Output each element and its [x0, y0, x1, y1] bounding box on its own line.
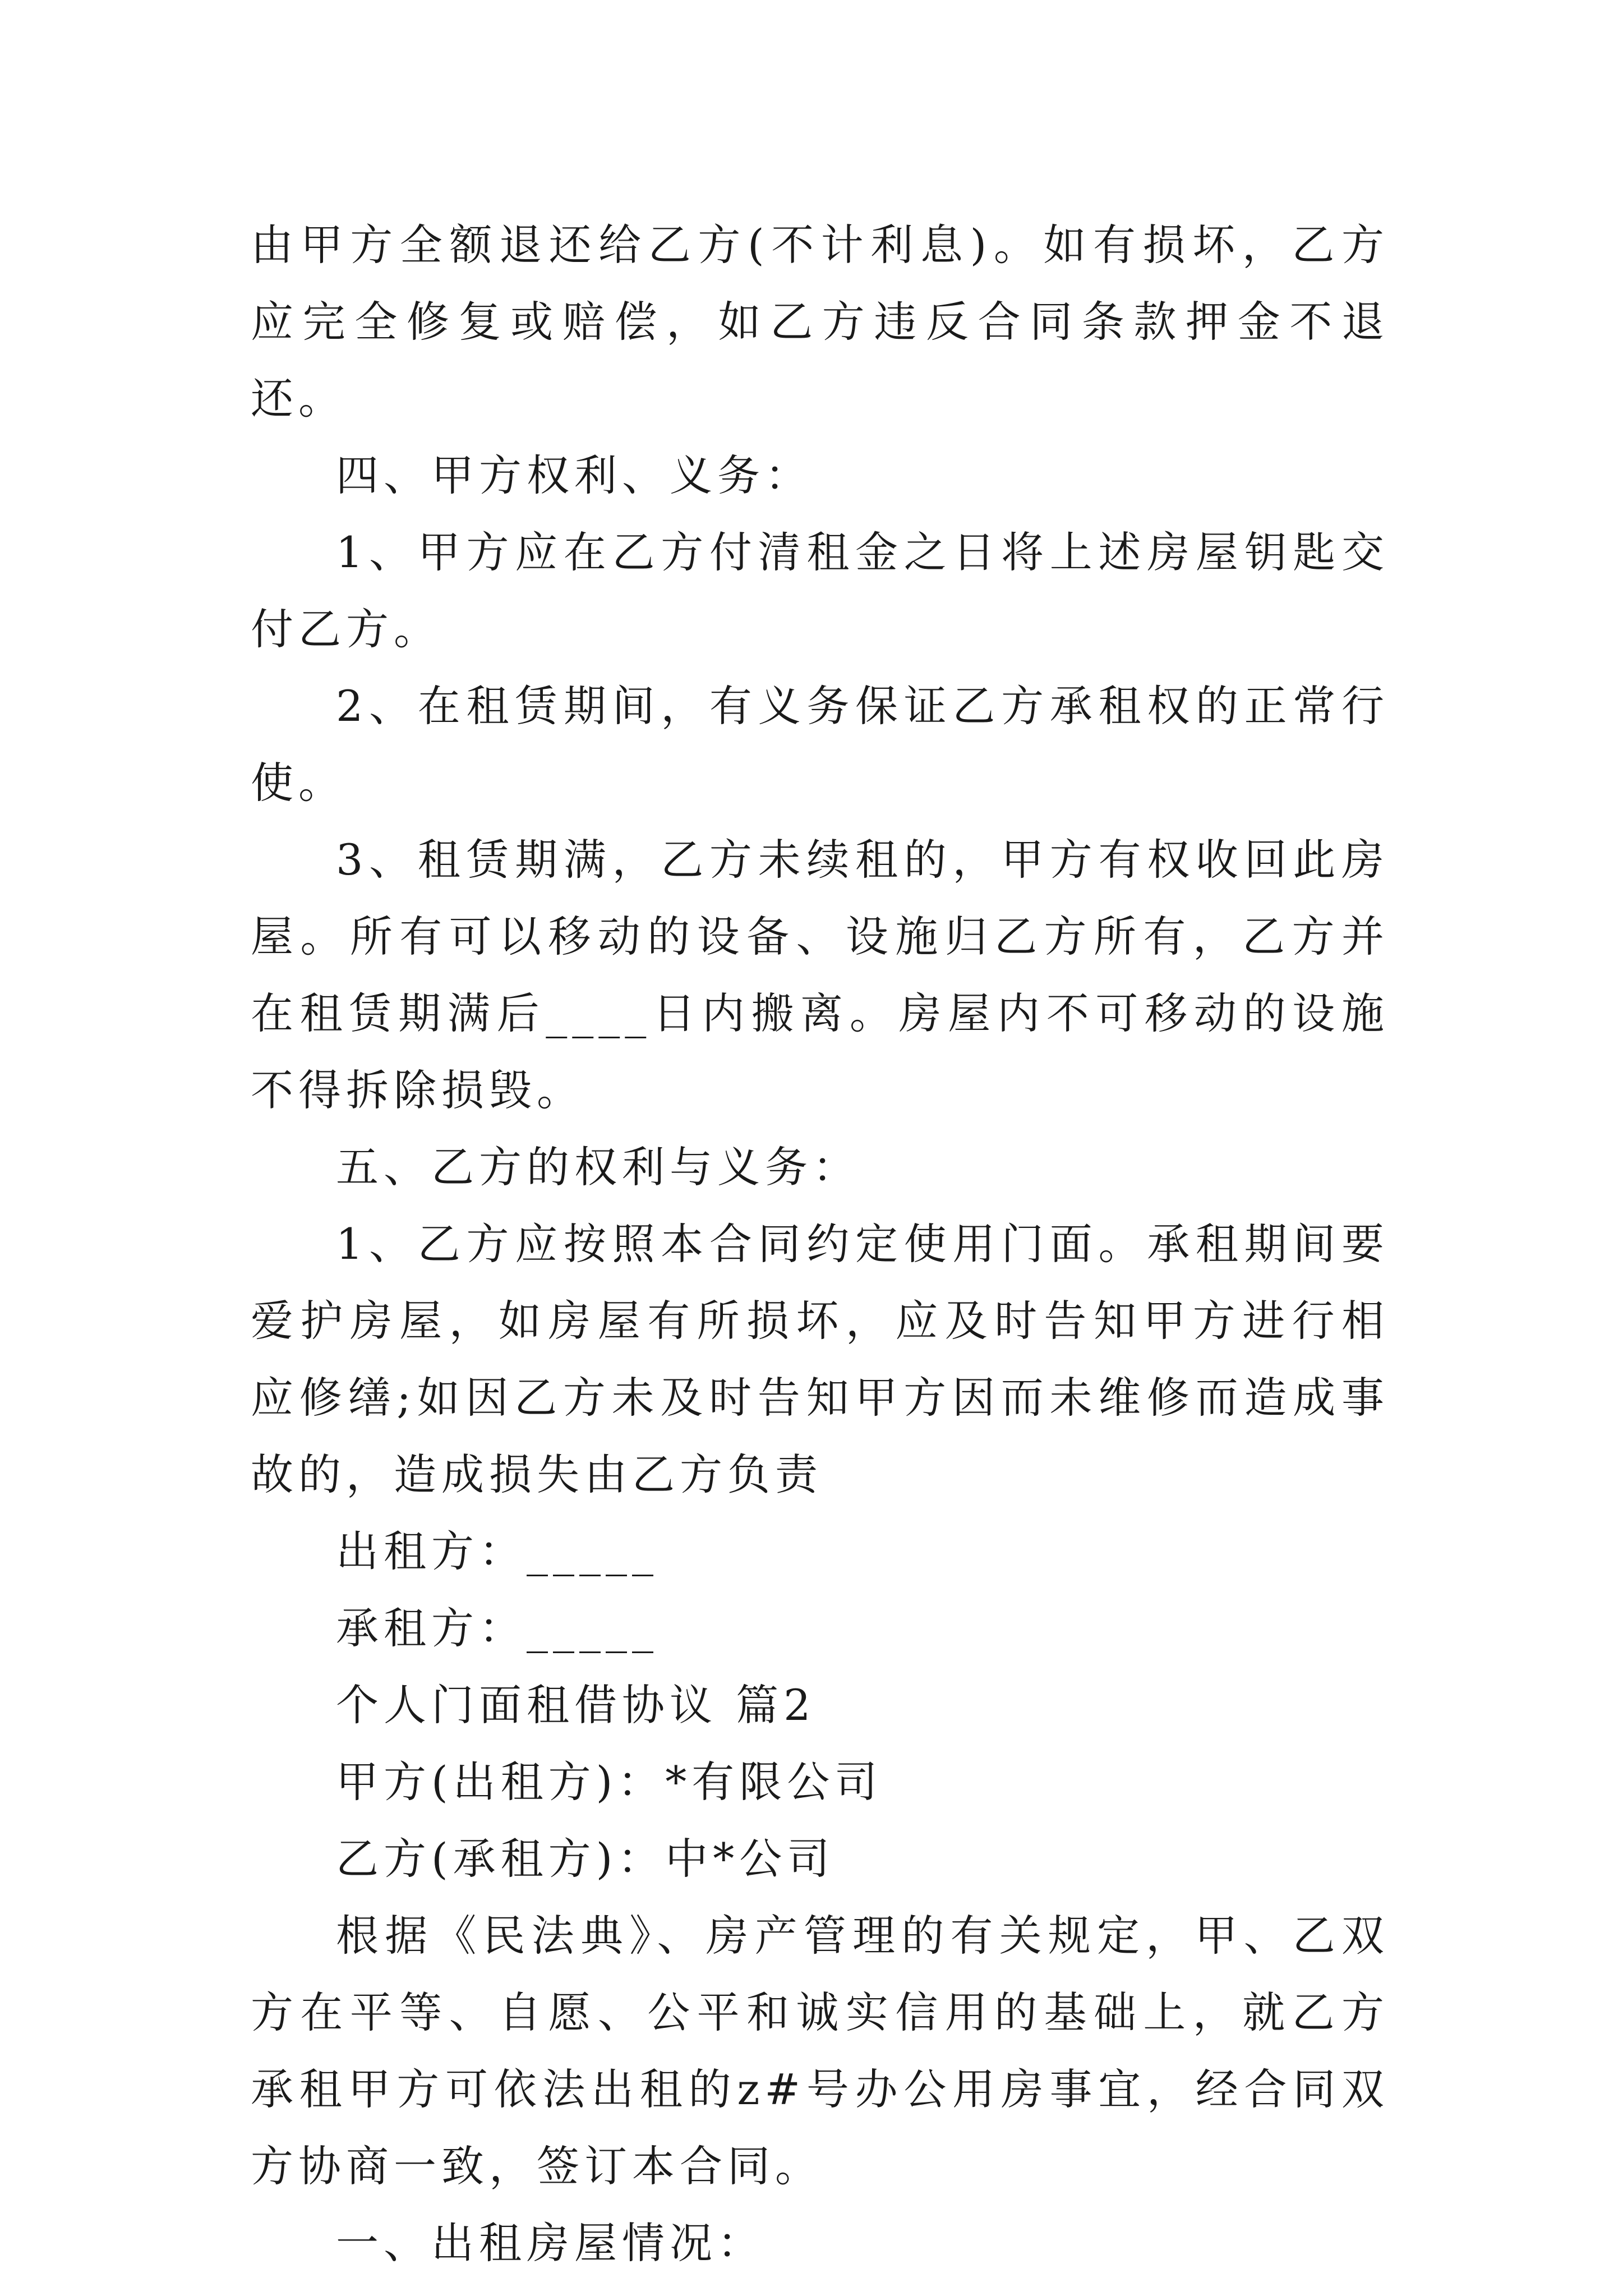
heading-rental-property: 一、出租房屋情况： [336, 2218, 765, 2268]
paragraph-preamble: 根据《民法典》、房产管理的有关规定，甲、乙双方在平等、自愿、公平和诚实信用的基础上，就乙方承租甲方可依法出租的z#号办公用房事宜，经合同双方协商一致，签订本合同。 [251, 1911, 1389, 2191]
heading-party-b-rights: 五、乙方的权利与义务： [336, 1142, 860, 1192]
document-body [251, 206, 1389, 2281]
party-b-line: 乙方(承租方)：中*公司 [336, 1834, 835, 1884]
lessee-signature-line: 承租方：_____ [336, 1603, 658, 1653]
paragraph-a-clause-2: 2、在租赁期间，有义务保证乙方承租权的正常行使。 [251, 681, 1389, 808]
paragraph-a-clause-3: 3、租赁期满，乙方未续租的，甲方有权收回此房屋。所有可以移动的设备、设施归乙方所有，乙方并在租赁期满后____日内搬离。房屋内不可移动的设施不得拆除损毁。 [251, 835, 1389, 1115]
section-title-part-2: 个人门面租借协议 篇2 [336, 1680, 816, 1730]
paragraph-b-clause-1: 1、乙方应按照本合同约定使用门面。承租期间要爱护房屋，如房屋有所损坏，应及时告知甲方进行相应修缮;如因乙方未及时告知甲方因而未维修而造成事故的，造成损失由乙方负责 [251, 1219, 1389, 1499]
lessor-signature-line: 出租方：_____ [336, 1526, 658, 1576]
party-a-line: 甲方(出租方)：*有限公司 [336, 1757, 883, 1807]
heading-party-a-rights: 四、甲方权利、义务： [336, 450, 813, 500]
paragraph-a-clause-1: 1、甲方应在乙方付清租金之日将上述房屋钥匙交付乙方。 [251, 527, 1389, 654]
paragraph-deposit-refund: 由甲方全额退还给乙方(不计利息)。如有损坏，乙方应完全修复或赔偿，如乙方违反合同条款押金不退还。 [251, 220, 1389, 424]
